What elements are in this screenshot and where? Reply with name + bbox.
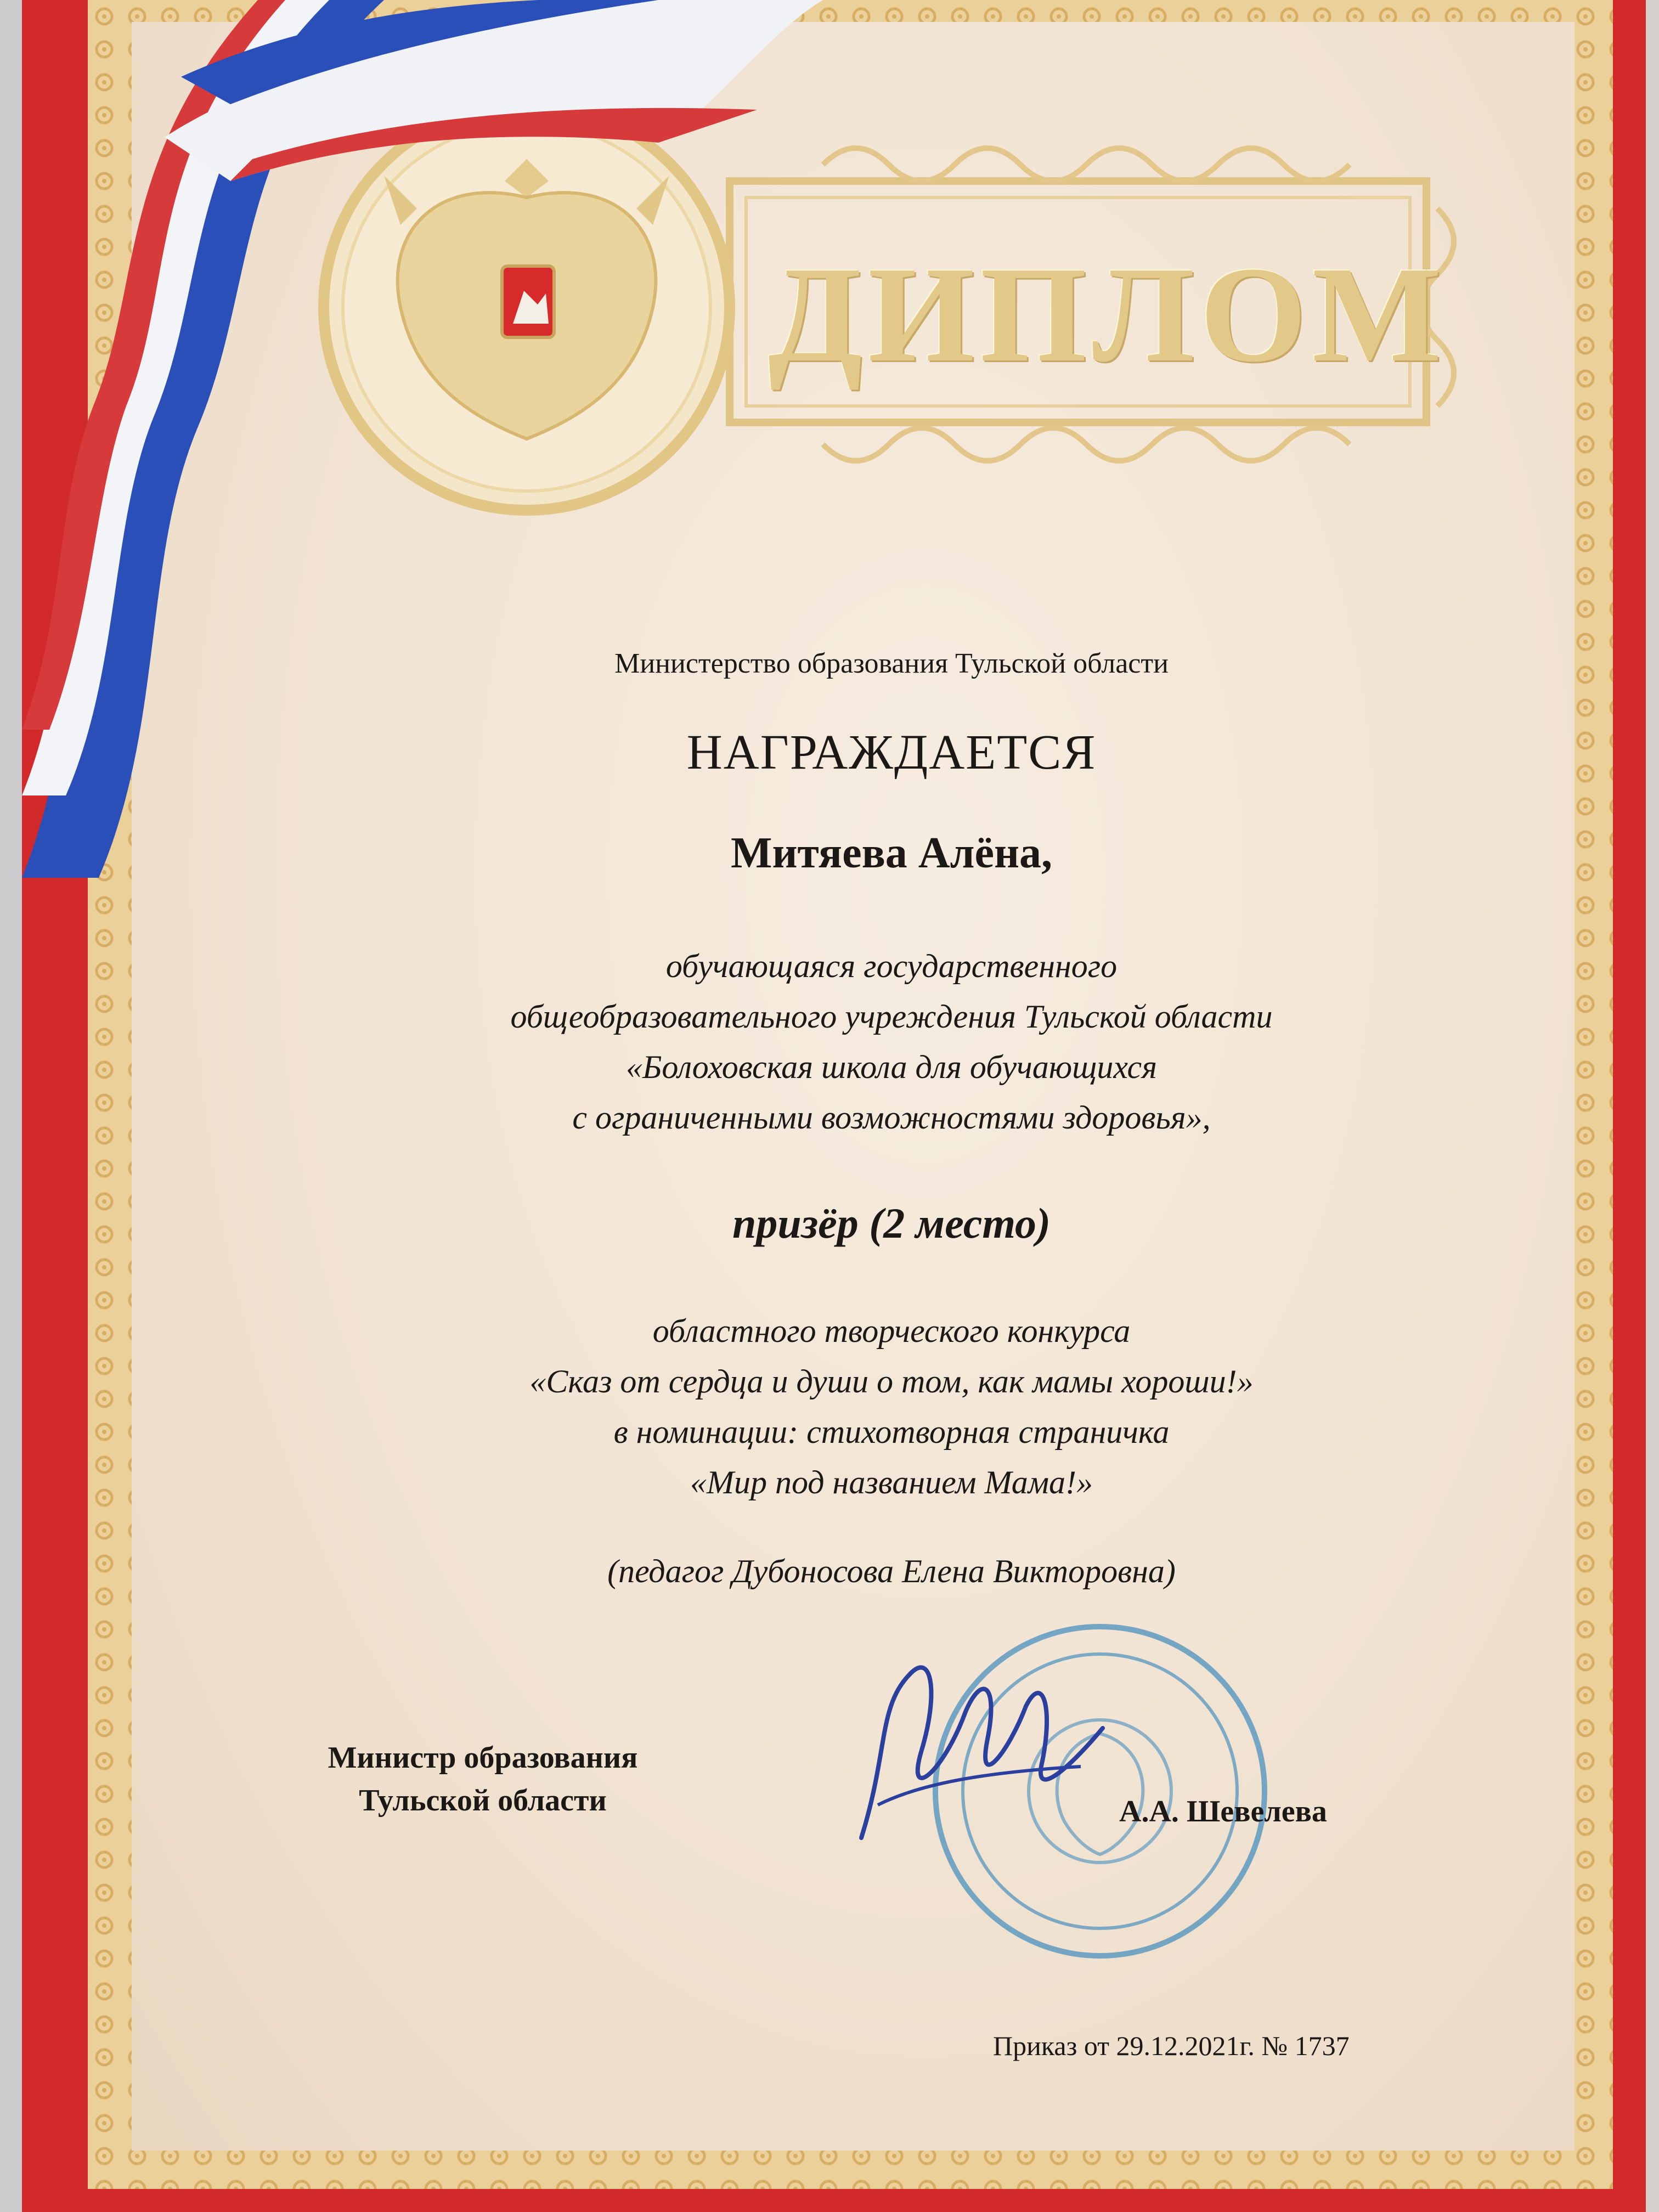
student-line: с ограниченными возможностями здоровья», [572, 1099, 1211, 1136]
awarded-heading: НАГРАЖДАЕТСЯ [686, 725, 1097, 780]
contest-line: «Мир под названием Мама!» [690, 1464, 1093, 1500]
tricolor-ribbon [0, 0, 988, 933]
contest-line: областного творческого конкурса [652, 1313, 1131, 1349]
student-line: общеобразовательного учреждения Тульской области [510, 998, 1273, 1035]
student-line: «Болоховская школа для обучающихся [625, 1049, 1158, 1085]
handwritten-signature [845, 1640, 1130, 1871]
contest-line: в номинации: стихотворная страничка [613, 1414, 1170, 1450]
minister-title [274, 1736, 691, 1822]
contest-description [137, 1306, 1646, 1508]
prize-line: призёр (2 место) [732, 1199, 1051, 1247]
minister-line: Тульской области [359, 1784, 607, 1818]
contest-line: «Сказ от сердца и души о том, как мамы хороши!» [529, 1363, 1254, 1400]
diploma-title: ДИПЛОМ [768, 239, 1447, 391]
signer-name: А.А. Шевелева [1119, 1795, 1327, 1829]
minister-line: Министр образования [328, 1741, 638, 1775]
student-line: обучающаяся государственного [665, 948, 1118, 984]
order-reference: Приказ от 29.12.2021г. № 1737 [993, 2030, 1350, 2061]
ministry-line: Министерство образования Тульской области [614, 648, 1169, 679]
recipient-name: Митяева Алёна, [730, 829, 1053, 877]
student-description [137, 941, 1646, 1143]
teacher-line: (педагог Дубоносова Елена Викторовна) [607, 1553, 1176, 1589]
